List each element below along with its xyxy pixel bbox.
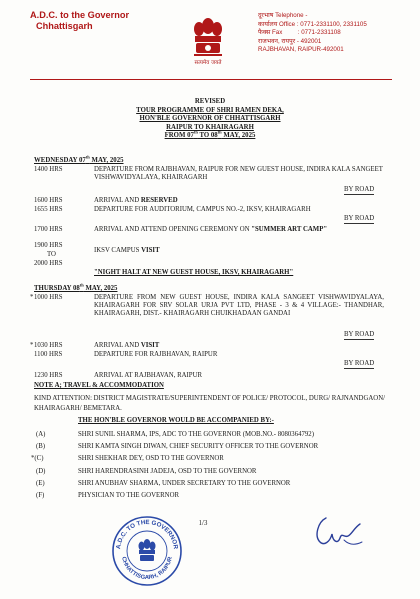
day2-mode-3: BY ROAD — [344, 360, 374, 369]
day1-time-3: 1655 HRS — [34, 206, 63, 213]
day2-heading: THURSDAY 08th MAY, 2025 — [34, 282, 118, 292]
title-line-1: TOUR PROGRAMME OF SHRI RAMEN DEKA, — [136, 106, 284, 114]
day1-time-1: 1400 HRS — [34, 166, 63, 173]
item-label-f: (F) — [36, 492, 45, 499]
item-text-c: SHRI SHEKHAR DEY, OSD TO THE GOVERNOR — [78, 455, 224, 463]
day2-mode-1: BY ROAD — [344, 331, 374, 340]
day1-desc-4: ARRIVAL AND ATTEND OPENING CEREMONY ON "SUMMER ART CAMP" — [94, 226, 328, 233]
note-heading: NOTE A; TRAVEL & ACCOMMODATION — [34, 382, 164, 389]
seal-bottom-text: CHHATTISGARH, RAIPUR — [120, 556, 174, 582]
day1-desc-2: ARRIVAL AND RESERVED — [94, 197, 178, 204]
day1-time-5-to: TO — [47, 251, 56, 258]
item-text-f: PHYSICIAN TO THE GOVERNOR — [78, 492, 180, 499]
day2-desc-2: ARRIVAL AND VISIT — [94, 342, 160, 349]
day1-time-2: 1600 HRS — [34, 197, 63, 204]
rajbhavan-hindi: राजभवन, रायपुर - 492001 — [258, 37, 322, 45]
day1-mode-1: BY ROAD — [344, 186, 374, 195]
item-text-d: SHRI HARENDRASINH JADEJA, OSD TO THE GOVERNOR — [78, 467, 257, 475]
day2-desc-4: ARRIVAL AT RAJBHAVAN, RAIPUR — [94, 372, 203, 379]
title-line-3: RAIPUR TO KHAIRAGARH — [166, 123, 254, 131]
item-label-a: (A) — [36, 431, 46, 438]
day1-time-4: 1700 HRS — [34, 226, 63, 233]
item-label-c: *(C) — [31, 455, 44, 463]
title-line-2: HON'BLE GOVERNOR OF CHHATTISGARH — [139, 115, 281, 123]
item-label-d: (D) — [36, 467, 46, 475]
day1-heading: WEDNESDAY 07th MAY, 2025 — [34, 154, 124, 164]
day2-desc-1: DEPARTURE FROM NEW GUEST HOUSE, INDIRA KALA SANGEET VISHWAVIDYALAYA, KHAIRAGARH FOR SRV SOLAR URJA PVT LTD, PHASE - 3 & 4 VILLAGE:- THANDHAR, KHAIRAGARH, DIST.- KHAIRAGARH CHUIKHADAAN GANDAI — [94, 294, 384, 318]
day1-desc-5: IKSV CAMPUS VISIT — [94, 247, 160, 254]
emblem-motto: सत्यमेव जयते — [194, 60, 222, 66]
fax-number: फैक्स Fax : 0771-2331108 — [258, 29, 341, 37]
day2-desc-3: DEPARTURE FOR RAJBHAVAN, RAIPUR — [94, 351, 218, 358]
letterhead-rule — [30, 79, 392, 80]
day2-time-3: 1100 HRS — [34, 351, 63, 358]
day1-time-5a: 1900 HRS — [34, 242, 63, 249]
day2-star-2: * — [30, 342, 34, 349]
office-title: A.D.C. to the Governor — [30, 10, 130, 20]
seal-top-text: A.D.C. TO THE GOVERNOR — [115, 518, 179, 550]
office-phone: कार्यालय Office : 0771-2331100, 2331105 — [258, 20, 367, 28]
state-name: Chhattisgarh — [36, 21, 93, 31]
signature — [308, 512, 368, 554]
kind-attention: KIND ATTENTION: DISTRICT MAGISTRATE/SUPERINTENDENT OF POLICE/ PROTOCOL, DURG/ RAJNANDGAON/ KHAIRAGARH/ BEMETARA. — [34, 395, 385, 412]
day1-time-5b: 2000 HRS — [34, 260, 63, 267]
item-text-b: SHRI KAMTA SINGH DIWAN, CHIEF SECURITY OFFICER TO THE GOVERNOR — [78, 443, 319, 451]
official-seal — [110, 514, 184, 588]
title-line-4: FROM 07th TO 08th MAY, 2025 — [164, 130, 256, 140]
page-number: 1/3 — [198, 520, 208, 527]
item-text-a: SHRI SUNIL SHARMA, IPS, ADC TO THE GOVERNOR (MOB.NO.- 8080364792) — [78, 431, 314, 438]
day2-time-2: 1030 HRS — [34, 342, 63, 349]
telephone-label: दूरभाष Telephone - — [258, 12, 308, 19]
item-label-b: (B) — [36, 443, 46, 451]
rajbhavan-english: RAJBHAVAN, RAIPUR-492001 — [258, 46, 344, 54]
day1-desc-1: DEPARTURE FROM RAJBHAVAN, RAIPUR FOR NEW GUEST HOUSE, INDIRA KALA SANGEET VISHWAVIDYALAYA, KHAIRAGARH — [94, 166, 383, 182]
day1-desc-3: DEPARTURE FOR AUDITORIUM, CAMPUS NO.-2, IKSV, KHAIRAGARH — [94, 206, 311, 213]
revised-label: REVISED — [194, 98, 226, 105]
day2-time-4: 1230 HRS — [34, 372, 63, 379]
item-text-e: SHRI ANUBHAV SHARMA, UNDER SECRETARY TO THE GOVERNOR — [78, 479, 291, 487]
day2-star-1: * — [30, 294, 34, 301]
day1-mode-3: BY ROAD — [344, 215, 374, 224]
night-halt: "NIGHT HALT AT NEW GUEST HOUSE, IKSV, KHAIRAGARH" — [94, 269, 294, 276]
day2-time-1: 1000 HRS — [34, 294, 63, 301]
accompanied-heading: THE HON'BLE GOVERNOR WOULD BE ACCOMPANIED BY:- — [78, 417, 274, 424]
item-label-e: (E) — [36, 479, 45, 487]
state-emblem — [186, 12, 230, 72]
